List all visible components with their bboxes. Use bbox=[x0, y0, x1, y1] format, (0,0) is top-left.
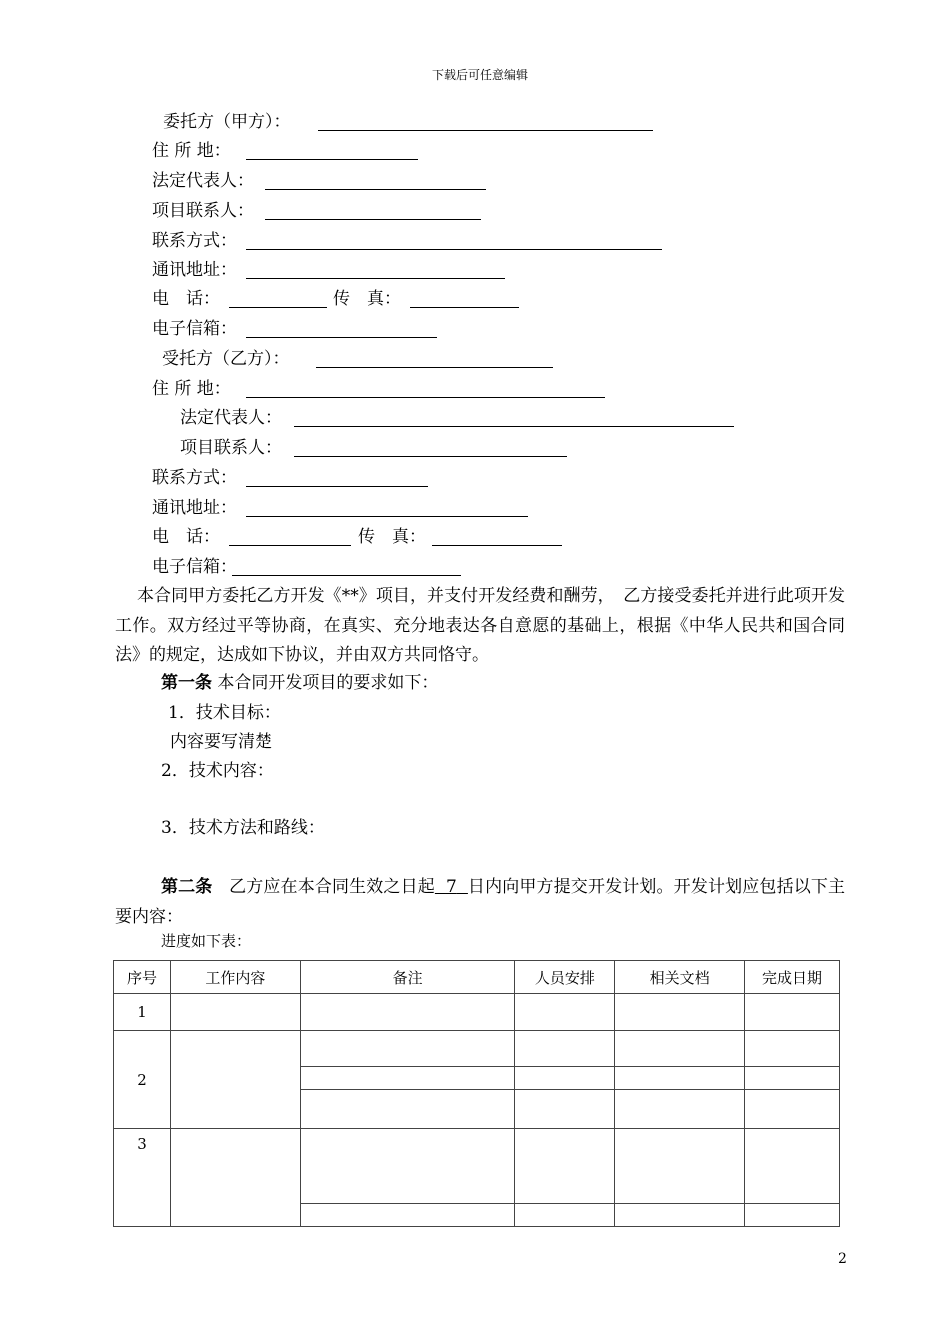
party-a-email-field[interactable] bbox=[246, 337, 437, 338]
article-1-text: 本合同开发项目的要求如下： bbox=[217, 673, 439, 693]
article-1-title: 第一条 bbox=[161, 673, 212, 693]
table-cell[interactable] bbox=[170, 1031, 300, 1129]
item-2: 2．技术内容： bbox=[161, 761, 274, 781]
party-a-method-field[interactable] bbox=[246, 249, 662, 250]
header-cell: 序号 bbox=[114, 961, 171, 994]
table-cell[interactable] bbox=[515, 1067, 615, 1090]
table-cell[interactable] bbox=[745, 1090, 840, 1129]
header-cell: 完成日期 bbox=[745, 961, 840, 994]
party-a-rep-label: 法定代表人： bbox=[152, 171, 254, 191]
table-cell[interactable] bbox=[615, 1067, 745, 1090]
party-a-address-field[interactable] bbox=[246, 159, 418, 160]
article-2-title: 第二条 bbox=[161, 877, 213, 897]
party-a-fax-label: 传 真： bbox=[333, 289, 401, 309]
table-cell[interactable] bbox=[745, 1031, 840, 1067]
item-1-note: 内容要写清楚 bbox=[170, 732, 272, 752]
party-b-mail-label: 通讯地址： bbox=[152, 498, 237, 518]
party-b-name-field[interactable] bbox=[316, 367, 553, 368]
table-cell[interactable] bbox=[745, 1204, 840, 1227]
table-cell[interactable] bbox=[300, 994, 515, 1031]
party-b-title: 受托方（乙方）： bbox=[162, 349, 290, 369]
party-b-method-field[interactable] bbox=[246, 486, 428, 487]
party-b-rep-label: 法定代表人： bbox=[180, 408, 282, 428]
party-b-method-label: 联系方式： bbox=[152, 468, 237, 488]
table-cell[interactable] bbox=[745, 1067, 840, 1090]
page-header: 下载后可任意编辑 bbox=[432, 68, 529, 82]
row-number: 2 bbox=[114, 1031, 171, 1129]
days-value: 7 bbox=[445, 877, 457, 897]
party-b-mail-field[interactable] bbox=[246, 516, 528, 517]
party-a-address-label: 住 所 地： bbox=[152, 141, 231, 161]
party-a-fax-field[interactable] bbox=[410, 307, 519, 308]
table-row bbox=[114, 1129, 840, 1204]
schedule-table bbox=[113, 960, 840, 1227]
article-2-text-b: 日内向甲方提交开发计划。开发计划应包括以下主要内容： bbox=[115, 877, 846, 927]
header-cell: 相关文档 bbox=[615, 961, 745, 994]
table-cell[interactable] bbox=[515, 1090, 615, 1129]
table-cell[interactable] bbox=[615, 1090, 745, 1129]
party-b-fax-label: 传 真： bbox=[358, 527, 426, 547]
party-b-phone-field[interactable] bbox=[229, 545, 351, 546]
item-1: 1．技术目标： bbox=[168, 703, 281, 723]
party-b-phone-label: 电 话： bbox=[152, 527, 220, 547]
table-cell[interactable] bbox=[515, 994, 615, 1031]
party-a-rep-field[interactable] bbox=[265, 189, 486, 190]
row-number: 3 bbox=[114, 1129, 171, 1227]
table-cell[interactable] bbox=[300, 1031, 515, 1067]
table-cell[interactable] bbox=[300, 1129, 515, 1204]
table-header-row bbox=[114, 961, 840, 994]
party-a-phone-field[interactable] bbox=[229, 307, 327, 308]
party-a-email-label: 电子信箱： bbox=[152, 319, 237, 339]
table-cell[interactable] bbox=[170, 994, 300, 1031]
article-2-text-a: 乙方应在本合同生效之日起 bbox=[229, 877, 435, 897]
party-b-contact-field[interactable] bbox=[294, 456, 567, 457]
table-cell[interactable] bbox=[300, 1090, 515, 1129]
party-b-email-field[interactable] bbox=[232, 575, 461, 576]
party-a-name-field[interactable] bbox=[318, 130, 653, 131]
page-number: 2 bbox=[838, 1251, 847, 1267]
table-cell[interactable] bbox=[170, 1129, 300, 1227]
party-b-fax-field[interactable] bbox=[432, 545, 562, 546]
article-2 bbox=[115, 873, 845, 932]
days-field[interactable] bbox=[435, 877, 468, 897]
header-cell: 备注 bbox=[300, 961, 515, 994]
table-cell[interactable] bbox=[615, 1031, 745, 1067]
party-b-rep-field[interactable] bbox=[294, 426, 734, 427]
table-row bbox=[114, 994, 840, 1031]
table-cell[interactable] bbox=[515, 1031, 615, 1067]
row-number: 1 bbox=[114, 994, 171, 1031]
item-3: 3．技术方法和路线： bbox=[161, 818, 325, 838]
table-cell[interactable] bbox=[300, 1204, 515, 1227]
party-a-method-label: 联系方式： bbox=[152, 231, 237, 251]
header-cell: 工作内容 bbox=[170, 961, 300, 994]
header-cell: 人员安排 bbox=[515, 961, 615, 994]
party-b-address-field[interactable] bbox=[246, 397, 605, 398]
table-row bbox=[114, 1031, 840, 1067]
article-1 bbox=[161, 672, 438, 694]
table-cell[interactable] bbox=[515, 1129, 615, 1204]
party-b-address-label: 住 所 地： bbox=[152, 379, 231, 399]
table-cell[interactable] bbox=[515, 1204, 615, 1227]
party-b-email-label: 电子信箱： bbox=[152, 557, 237, 577]
party-a-mail-field[interactable] bbox=[246, 278, 505, 279]
party-a-mail-label: 通讯地址： bbox=[152, 260, 237, 280]
party-a-contact-label: 项目联系人： bbox=[152, 201, 254, 221]
party-b-contact-label: 项目联系人： bbox=[180, 438, 282, 458]
table-cell[interactable] bbox=[615, 1204, 745, 1227]
table-cell[interactable] bbox=[615, 1129, 745, 1204]
party-a-contact-field[interactable] bbox=[265, 219, 481, 220]
table-cell[interactable] bbox=[615, 994, 745, 1031]
schedule-caption: 进度如下表： bbox=[161, 932, 252, 950]
table-cell[interactable] bbox=[300, 1067, 515, 1090]
table-cell[interactable] bbox=[745, 1129, 840, 1204]
table-cell[interactable] bbox=[745, 994, 840, 1031]
party-a-phone-label: 电 话： bbox=[152, 289, 220, 309]
party-a-title: 委托方（甲方）： bbox=[163, 112, 291, 132]
intro-paragraph: 本合同甲方委托乙方开发《**》项目，并支付开发经费和酬劳， 乙方接受委托并进行此项开发工作。双方经过平等协商，在真实、充分地表达各自意愿的基础上，根据《中华人民共和国合同法》的规定，达成如下协议，并由双方共同恪守。 bbox=[115, 586, 845, 665]
